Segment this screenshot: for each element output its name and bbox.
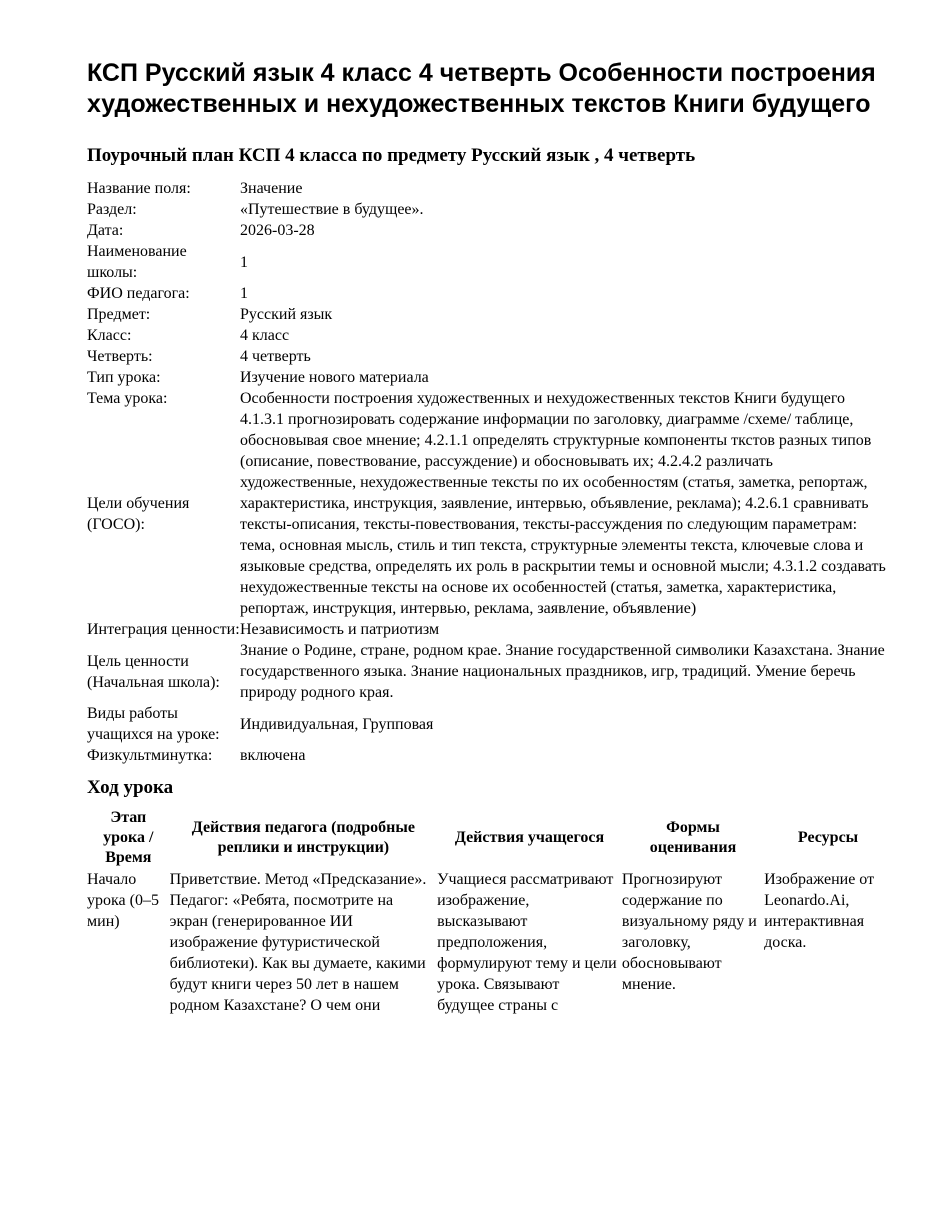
info-value: 4.1.3.1 прогнозировать содержание информации по заголовку, диаграмме /схеме/ таблице, обосновывая свое мнение; 4.2.1.1 определять структурные компоненты ткстов разных типов (описание, повествование, рассуждение) и обосновывать их; 4.2.4.2 различать художественные, нехудожественные тексты по их особенностям (статья, заметка, репортаж, характеристика, инструкция, заявление, интервью, объявление, реклама); 4.2.6.1 сравнивать тексты-описания, тексты-повествования, тексты-рассуждения по следующим параметрам: тема, основная мысль, стиль и тип текста, структурные элементы текста, ключевые слова и языковые средства, определять их роль в раскрытии темы и основной мысли; 4.3.1.2 создавать нехудожественные тексты на основе их особенностей (статья, заметка, характеристика, репортаж, инструкция, интервью, реклама, заявление, объявление): [240, 411, 886, 617]
info-row: [87, 619, 892, 640]
column-header-stage: Этап урока / Время: [103, 809, 154, 866]
info-value: 1: [240, 285, 248, 302]
info-table: [87, 178, 892, 766]
column-header-student: Действия учащегося: [454, 829, 605, 846]
info-key: ФИО педагога:: [87, 285, 190, 302]
info-key: Четверть:: [87, 348, 153, 365]
info-key: Физкультминутка:: [87, 747, 213, 764]
info-value: 4 класс: [240, 327, 290, 344]
info-key: Цель ценности (Начальная школа):: [87, 652, 220, 691]
plan-subtitle: Поурочный план КСП 4 класса по предмету Русский язык , 4 четверть: [87, 145, 696, 166]
info-row: [87, 640, 892, 703]
info-key: Цели обучения (ГОСО):: [87, 495, 190, 533]
info-value: включена: [240, 747, 306, 764]
column-header-resources: Ресурсы: [797, 829, 859, 846]
info-key: Класс:: [87, 327, 132, 344]
info-key: Виды работы учащихся на уроке:: [87, 705, 220, 743]
lesson-header-row: [87, 808, 892, 868]
info-row: [87, 283, 892, 304]
info-row: [87, 304, 892, 325]
info-value: 1: [240, 253, 248, 271]
info-row: [87, 241, 892, 283]
table-row: [87, 868, 892, 1016]
info-row: [87, 409, 892, 619]
info-key: Тема урока:: [87, 390, 168, 407]
info-value: Знание о Родине, стране, родном крае. Знание государственной символики Казахстана. Знание государственного языка. Знание национальных праздников, игр, традиций. Умение беречь природу родного края.: [240, 642, 885, 701]
info-row: [87, 745, 892, 766]
info-key: Название поля:: [87, 180, 191, 197]
info-value: 2026-03-28: [240, 222, 315, 239]
info-value: Изучение нового материала: [240, 369, 429, 386]
lesson-table: [87, 808, 892, 1016]
info-key: Раздел:: [87, 201, 137, 218]
cell-assessment: Прогнозируют содержание по визуальному ряду и заголовку, обосновывают мнение.: [621, 871, 757, 993]
info-header-row: [87, 178, 892, 199]
info-row: [87, 325, 892, 346]
info-row: [87, 703, 892, 745]
document-page: [87, 58, 892, 1016]
cell-teacher: Приветствие. Метод «Предсказание». Педагог: «Ребята, посмотрите на экран (генерированное ИИ изображение футуристической библиотеки). Как вы думаете, какими будут книги через 50 лет в нашем родном Казахстане? О чем они: [169, 871, 427, 1014]
info-key: Наименование школы:: [87, 243, 187, 281]
cell-resources: Изображение от Leonardo.Ai, интерактивная доска.: [764, 871, 875, 951]
column-header-assessment: Формы оценивания: [649, 819, 737, 856]
info-row: [87, 367, 892, 388]
info-key: Интеграция ценности:: [87, 621, 240, 638]
info-value: Особенности построения художественных и нехудожественных текстов Книги будущего: [240, 390, 845, 407]
info-value: Независимость и патриотизм: [240, 621, 440, 638]
info-row: [87, 388, 892, 409]
info-key: Предмет:: [87, 306, 151, 323]
cell-student: Учащиеся рассматривают изображение, высказывают предположения, формулируют тему и цели урока. Связывают будущее страны с: [437, 871, 617, 1014]
info-value: Индивидуальная, Групповая: [240, 715, 434, 733]
info-row: [87, 346, 892, 367]
lesson-heading: Ход урока: [87, 777, 174, 798]
info-value: 4 четверть: [240, 348, 311, 365]
info-row: [87, 220, 892, 241]
info-value: «Путешествие в будущее».: [240, 201, 424, 218]
cell-stage: Начало урока (0–5 мин): [87, 871, 159, 930]
info-key: Дата:: [87, 222, 124, 239]
info-value: Значение: [240, 180, 303, 197]
info-row: [87, 199, 892, 220]
info-key: Тип урока:: [87, 369, 161, 386]
page-title: КСП Русский язык 4 класс 4 четверть Особенности построения художественных и нехудожественных текстов Книги будущего: [87, 59, 876, 118]
info-value: Русский язык: [240, 306, 333, 323]
column-header-teacher: Действия педагога (подробные реплики и инструкции): [191, 819, 415, 856]
